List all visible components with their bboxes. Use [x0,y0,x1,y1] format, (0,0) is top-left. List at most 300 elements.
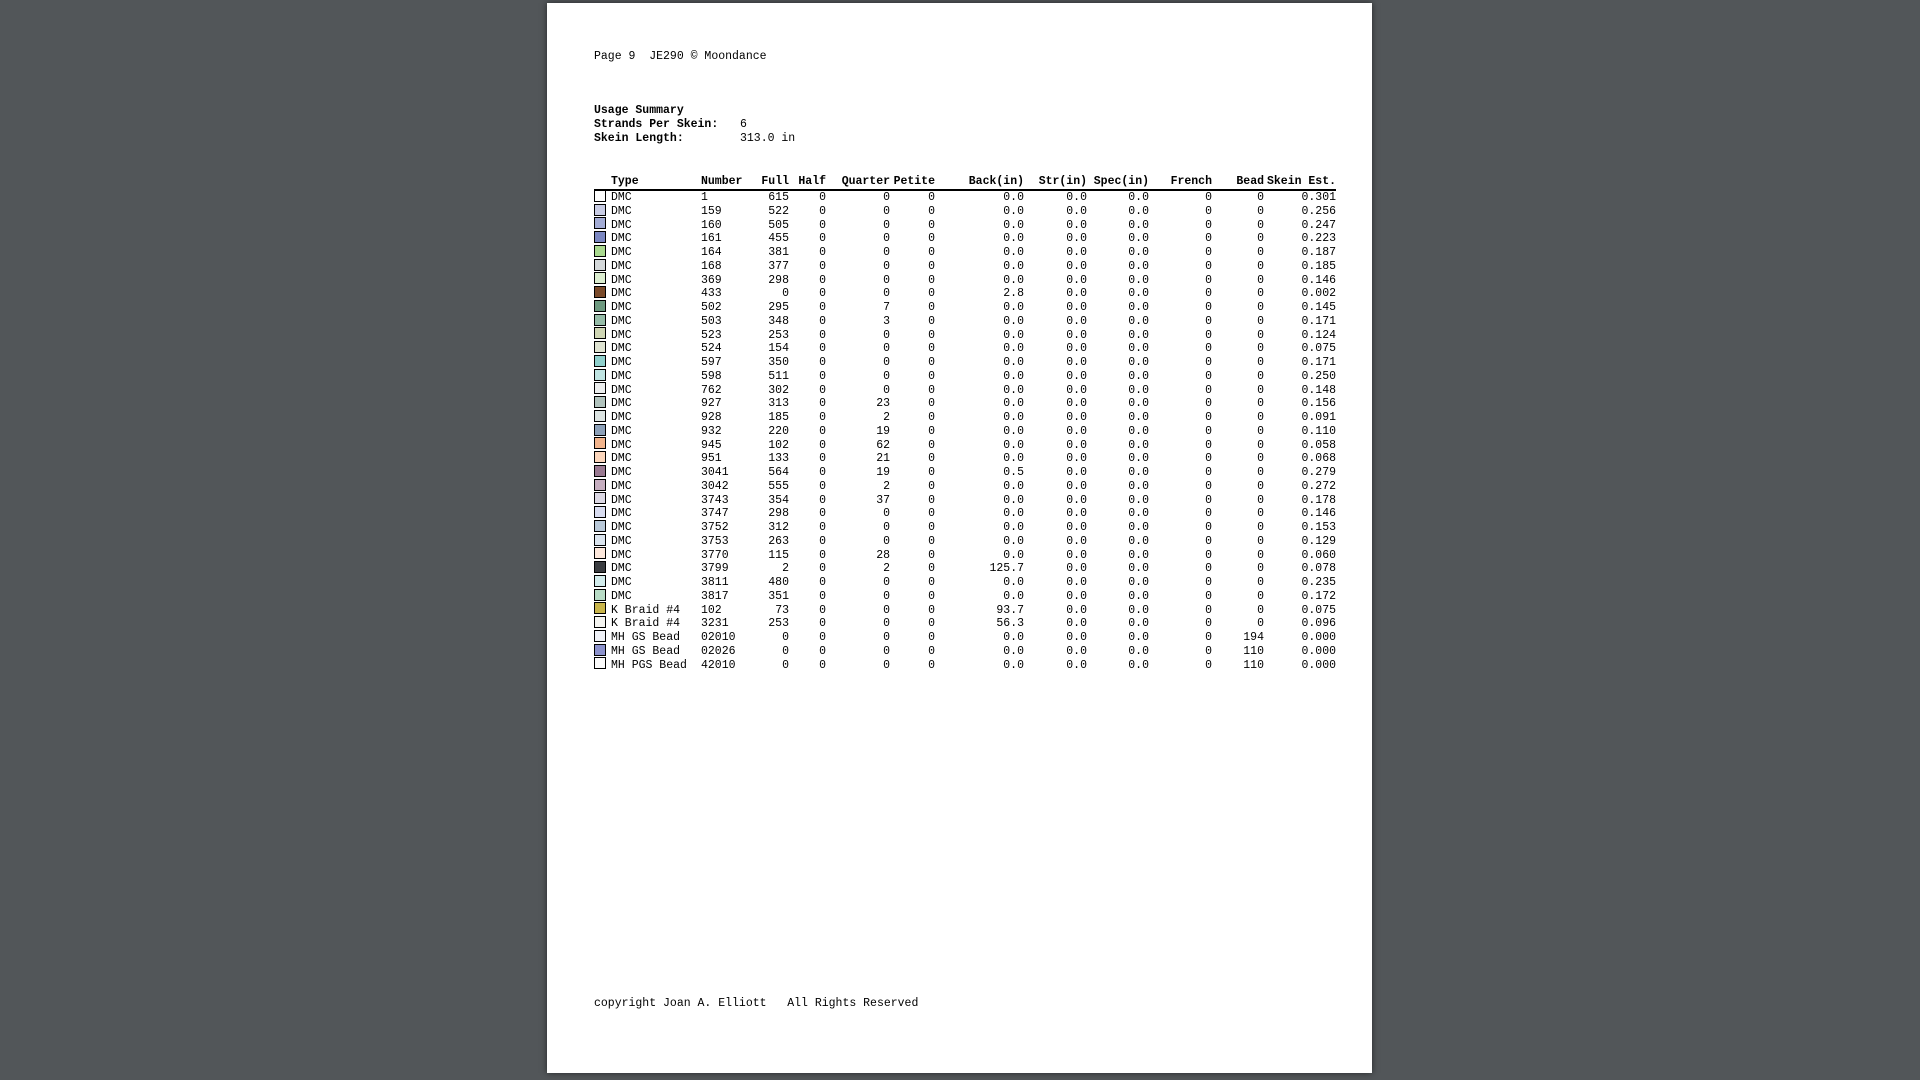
cell-number: 3231 [701,617,729,631]
cell-full: 295 [768,301,789,314]
cell-half: 0 [819,589,826,603]
cell-spec: 0.0 [1128,507,1149,521]
table-row [594,480,1336,494]
cell-full: 253 [768,328,789,342]
cell-back: 0.0 [1003,328,1024,342]
cell-quarter: 0 [883,589,890,603]
table-row [594,287,1336,301]
cell-type: DMC [611,342,632,356]
table-row [594,617,1336,631]
cell-skein-est: 0.172 [1301,589,1336,603]
cell-quarter: 0 [883,658,890,672]
cell-back: 0.5 [1003,466,1024,479]
color-swatch [594,259,606,271]
cell-skein-est: 0.002 [1301,287,1336,301]
cell-str: 0.0 [1066,589,1087,603]
cell-str: 0.0 [1066,328,1087,342]
cell-str: 0.0 [1066,466,1087,479]
swatch-cell [594,287,611,301]
cell-skein-est: 0.146 [1301,273,1336,287]
cell-full: 455 [768,232,789,246]
cell-french: 0 [1205,658,1212,672]
cell-half: 0 [819,356,826,369]
swatch-cell [594,604,611,618]
cell-spec: 0.0 [1128,397,1149,411]
cell-back: 2.8 [1003,287,1024,301]
cell-petite: 0 [928,301,935,314]
cell-number: 3770 [701,548,729,562]
cell-type: DMC [611,424,632,438]
color-swatch [594,286,606,298]
cell-petite: 0 [928,411,935,424]
swatch-cell [594,329,611,343]
cell-spec: 0.0 [1128,301,1149,314]
swatch-cell [594,301,611,315]
cell-skein-est: 0.110 [1301,424,1336,438]
cell-half: 0 [819,342,826,356]
col-back: Back(in) [935,175,1024,190]
cell-type: MH PGS Bead [611,658,687,672]
color-swatch [594,396,606,408]
color-swatch [594,589,606,601]
table-row [594,562,1336,576]
table-row [594,604,1336,618]
cell-french: 0 [1205,218,1212,232]
color-swatch [594,204,606,216]
cell-french: 0 [1205,644,1212,658]
color-swatch [594,245,606,257]
cell-type: DMC [611,562,632,576]
cell-quarter: 2 [883,479,890,493]
cell-french: 0 [1205,314,1212,328]
cell-spec: 0.0 [1128,617,1149,631]
cell-str: 0.0 [1066,314,1087,328]
cell-quarter: 0 [883,273,890,287]
table-row [594,494,1336,508]
cell-petite: 0 [928,479,935,493]
cell-skein-est: 0.187 [1301,246,1336,259]
cell-number: 3747 [701,507,729,521]
swatch-cell [594,190,611,205]
cell-number: 3041 [701,466,729,479]
color-swatch [594,410,606,422]
cell-type: DMC [611,287,632,301]
cell-french: 0 [1205,246,1212,259]
cell-full: 615 [768,191,789,204]
cell-type: DMC [611,466,632,479]
table-row [594,590,1336,604]
cell-petite: 0 [928,521,935,534]
table-row [594,576,1336,590]
cell-skein-est: 0.247 [1301,218,1336,232]
cell-str: 0.0 [1066,631,1087,644]
cell-bead: 0 [1257,617,1264,631]
cell-str: 0.0 [1066,259,1087,273]
table-row [594,274,1336,288]
color-swatch [594,369,606,381]
cell-french: 0 [1205,383,1212,397]
swatch-cell [594,549,611,563]
cell-petite: 0 [928,603,935,617]
cell-half: 0 [819,603,826,617]
cell-french: 0 [1205,548,1212,562]
cell-quarter: 0 [883,246,890,259]
cell-str: 0.0 [1066,369,1087,383]
length-label: Skein Length: [594,132,684,145]
cell-french: 0 [1205,301,1212,314]
cell-full: 185 [768,411,789,424]
color-swatch [594,561,606,573]
usage-table [594,175,1336,672]
cell-spec: 0.0 [1128,548,1149,562]
cell-number: 3817 [701,589,729,603]
cell-number: 524 [701,342,722,356]
cell-quarter: 0 [883,631,890,644]
table-row [594,507,1336,521]
cell-full: 253 [768,617,789,631]
cell-back: 0.0 [1003,493,1024,507]
cell-full: 522 [768,204,789,218]
table-row [594,260,1336,274]
cell-bead: 0 [1257,603,1264,617]
cell-back: 0.0 [1003,259,1024,273]
swatch-cell [594,315,611,329]
summary-title: Usage Summary [594,104,684,117]
cell-petite: 0 [928,383,935,397]
cell-type: DMC [611,438,632,452]
col-str: Str(in) [1024,175,1087,190]
cell-quarter: 0 [883,576,890,589]
cell-str: 0.0 [1066,301,1087,314]
cell-bead: 0 [1257,589,1264,603]
cell-full: 505 [768,218,789,232]
cell-skein-est: 0.171 [1301,314,1336,328]
cell-number: 1 [701,191,708,204]
cell-number: 598 [701,369,722,383]
cell-french: 0 [1205,273,1212,287]
swatch-cell [594,507,611,521]
table-row [594,301,1336,315]
cell-full: 350 [768,356,789,369]
cell-full: 381 [768,246,789,259]
swatch-cell [594,645,611,659]
cell-spec: 0.0 [1128,246,1149,259]
cell-spec: 0.0 [1128,658,1149,672]
page-header: Page 9 JE290 © Moondance [594,50,767,63]
cell-type: MH GS Bead [611,631,681,644]
cell-full: 298 [768,273,789,287]
cell-quarter: 2 [883,562,890,576]
cell-quarter: 0 [883,617,890,631]
color-swatch [594,382,606,394]
cell-type: DMC [611,507,632,521]
cell-bead: 0 [1257,191,1264,204]
cell-quarter: 0 [883,287,890,301]
cell-number: 02010 [701,631,736,644]
cell-skein-est: 0.096 [1301,617,1336,631]
cell-type: DMC [611,479,632,493]
cell-french: 0 [1205,493,1212,507]
swatch-cell [594,425,611,439]
cell-bead: 0 [1257,342,1264,356]
cell-skein-est: 0.075 [1301,342,1336,356]
cell-number: 597 [701,356,722,369]
cell-str: 0.0 [1066,273,1087,287]
cell-back: 0.0 [1003,411,1024,424]
cell-full: 0 [782,287,789,301]
cell-back: 0.0 [1003,204,1024,218]
cell-back: 0.0 [1003,273,1024,287]
table-row [594,535,1336,549]
cell-bead: 0 [1257,369,1264,383]
cell-bead: 0 [1257,232,1264,246]
cell-number: 762 [701,383,722,397]
cell-skein-est: 0.145 [1301,301,1336,314]
cell-spec: 0.0 [1128,369,1149,383]
cell-number: 945 [701,438,722,452]
col-full: Full [753,175,789,190]
cell-number: 164 [701,246,722,259]
table-row [594,411,1336,425]
cell-spec: 0.0 [1128,644,1149,658]
cell-petite: 0 [928,576,935,589]
color-swatch [594,190,606,202]
cell-number: 928 [701,411,722,424]
table-row [594,205,1336,219]
cell-half: 0 [819,314,826,328]
length-row [594,132,795,146]
cell-half: 0 [819,644,826,658]
cell-half: 0 [819,411,826,424]
swatch-cell [594,494,611,508]
strands-row [594,118,795,132]
cell-str: 0.0 [1066,218,1087,232]
cell-spec: 0.0 [1128,287,1149,301]
cell-skein-est: 0.124 [1301,328,1336,342]
cell-full: 133 [768,452,789,466]
cell-quarter: 0 [883,356,890,369]
table-row [594,521,1336,535]
cell-quarter: 0 [883,259,890,273]
swatch-cell [594,659,611,673]
cell-french: 0 [1205,438,1212,452]
cell-skein-est: 0.235 [1301,576,1336,589]
table-row [594,659,1336,673]
cell-back: 93.7 [996,603,1024,617]
swatch-cell [594,535,611,549]
color-swatch [594,355,606,367]
cell-skein-est: 0.178 [1301,493,1336,507]
cell-number: 102 [701,603,722,617]
swatch-column-header [594,175,611,190]
cell-quarter: 0 [883,383,890,397]
cell-number: 42010 [701,658,736,672]
swatch-cell [594,617,611,631]
cell-half: 0 [819,424,826,438]
cell-number: 3799 [701,562,729,576]
cell-str: 0.0 [1066,287,1087,301]
cell-spec: 0.0 [1128,562,1149,576]
cell-quarter: 3 [883,314,890,328]
cell-str: 0.0 [1066,479,1087,493]
table-row [594,315,1336,329]
swatch-cell [594,356,611,370]
cell-petite: 0 [928,356,935,369]
cell-type: DMC [611,548,632,562]
cell-half: 0 [819,466,826,479]
color-swatch [594,644,606,656]
swatch-cell [594,590,611,604]
cell-half: 0 [819,452,826,466]
cell-bead: 0 [1257,397,1264,411]
cell-skein-est: 0.156 [1301,397,1336,411]
cell-half: 0 [819,232,826,246]
cell-petite: 0 [928,452,935,466]
cell-back: 0.0 [1003,342,1024,356]
cell-spec: 0.0 [1128,521,1149,534]
cell-french: 0 [1205,466,1212,479]
cell-french: 0 [1205,356,1212,369]
cell-half: 0 [819,328,826,342]
table-row [594,466,1336,480]
cell-skein-est: 0.185 [1301,259,1336,273]
swatch-cell [594,411,611,425]
cell-full: 564 [768,466,789,479]
cell-french: 0 [1205,479,1212,493]
table-row [594,356,1336,370]
document-page [547,3,1372,1073]
cell-full: 115 [768,548,789,562]
color-swatch [594,630,606,642]
cell-petite: 0 [928,562,935,576]
cell-type: DMC [611,246,632,259]
cell-spec: 0.0 [1128,466,1149,479]
cell-full: 154 [768,342,789,356]
cell-full: 263 [768,534,789,548]
cell-bead: 0 [1257,383,1264,397]
cell-bead: 0 [1257,493,1264,507]
cell-petite: 0 [928,658,935,672]
cell-petite: 0 [928,273,935,287]
cell-french: 0 [1205,328,1212,342]
col-french: French [1149,175,1212,190]
cell-back: 0.0 [1003,576,1024,589]
cell-number: 433 [701,287,722,301]
cell-back: 0.0 [1003,314,1024,328]
cell-petite: 0 [928,534,935,548]
cell-back: 125.7 [989,562,1024,576]
cell-quarter: 0 [883,232,890,246]
cell-half: 0 [819,218,826,232]
cell-type: DMC [611,232,632,246]
cell-back: 0.0 [1003,232,1024,246]
cell-quarter: 0 [883,603,890,617]
cell-str: 0.0 [1066,411,1087,424]
cell-quarter: 0 [883,369,890,383]
cell-spec: 0.0 [1128,232,1149,246]
cell-quarter: 21 [876,452,890,466]
cell-skein-est: 0.078 [1301,562,1336,576]
color-swatch [594,424,606,436]
cell-quarter: 0 [883,644,890,658]
cell-bead: 0 [1257,438,1264,452]
cell-full: 102 [768,438,789,452]
cell-number: 927 [701,397,722,411]
cell-petite: 0 [928,314,935,328]
cell-spec: 0.0 [1128,534,1149,548]
cell-full: 0 [782,658,789,672]
cell-back: 0.0 [1003,383,1024,397]
cell-half: 0 [819,493,826,507]
swatch-cell [594,232,611,246]
cell-str: 0.0 [1066,424,1087,438]
cell-french: 0 [1205,397,1212,411]
cell-str: 0.0 [1066,191,1087,204]
color-swatch [594,492,606,504]
cell-back: 0.0 [1003,548,1024,562]
color-swatch [594,327,606,339]
table-row [594,397,1336,411]
cell-petite: 0 [928,259,935,273]
cell-french: 0 [1205,521,1212,534]
table-row [594,384,1336,398]
cell-type: DMC [611,356,632,369]
color-swatch [594,534,606,546]
cell-back: 0.0 [1003,452,1024,466]
color-swatch [594,437,606,449]
cell-petite: 0 [928,548,935,562]
cell-bead: 0 [1257,452,1264,466]
cell-type: DMC [611,452,632,466]
cell-back: 0.0 [1003,507,1024,521]
cell-type: MH GS Bead [611,644,681,658]
cell-type: DMC [611,493,632,507]
cell-type: DMC [611,259,632,273]
table-row [594,219,1336,233]
cell-petite: 0 [928,438,935,452]
cell-full: 2 [782,562,789,576]
cell-french: 0 [1205,452,1212,466]
cell-quarter: 2 [883,411,890,424]
cell-str: 0.0 [1066,383,1087,397]
cell-type: DMC [611,328,632,342]
cell-french: 0 [1205,507,1212,521]
cell-skein-est: 0.000 [1301,644,1336,658]
cell-str: 0.0 [1066,204,1087,218]
color-swatch [594,465,606,477]
color-swatch [594,314,606,326]
cell-petite: 0 [928,191,935,204]
swatch-cell [594,480,611,494]
cell-spec: 0.0 [1128,631,1149,644]
cell-quarter: 0 [883,342,890,356]
cell-half: 0 [819,259,826,273]
cell-spec: 0.0 [1128,603,1149,617]
usage-summary [594,104,795,146]
cell-str: 0.0 [1066,452,1087,466]
cell-bead: 0 [1257,479,1264,493]
cell-quarter: 19 [876,424,890,438]
strands-label: Strands Per Skein: [594,118,719,131]
cell-petite: 0 [928,507,935,521]
page-footer: copyright Joan A. Elliott All Rights Reserved [594,997,919,1010]
swatch-cell [594,246,611,260]
cell-petite: 0 [928,589,935,603]
cell-str: 0.0 [1066,521,1087,534]
cell-back: 0.0 [1003,631,1024,644]
cell-number: 951 [701,452,722,466]
cell-quarter: 19 [876,466,890,479]
